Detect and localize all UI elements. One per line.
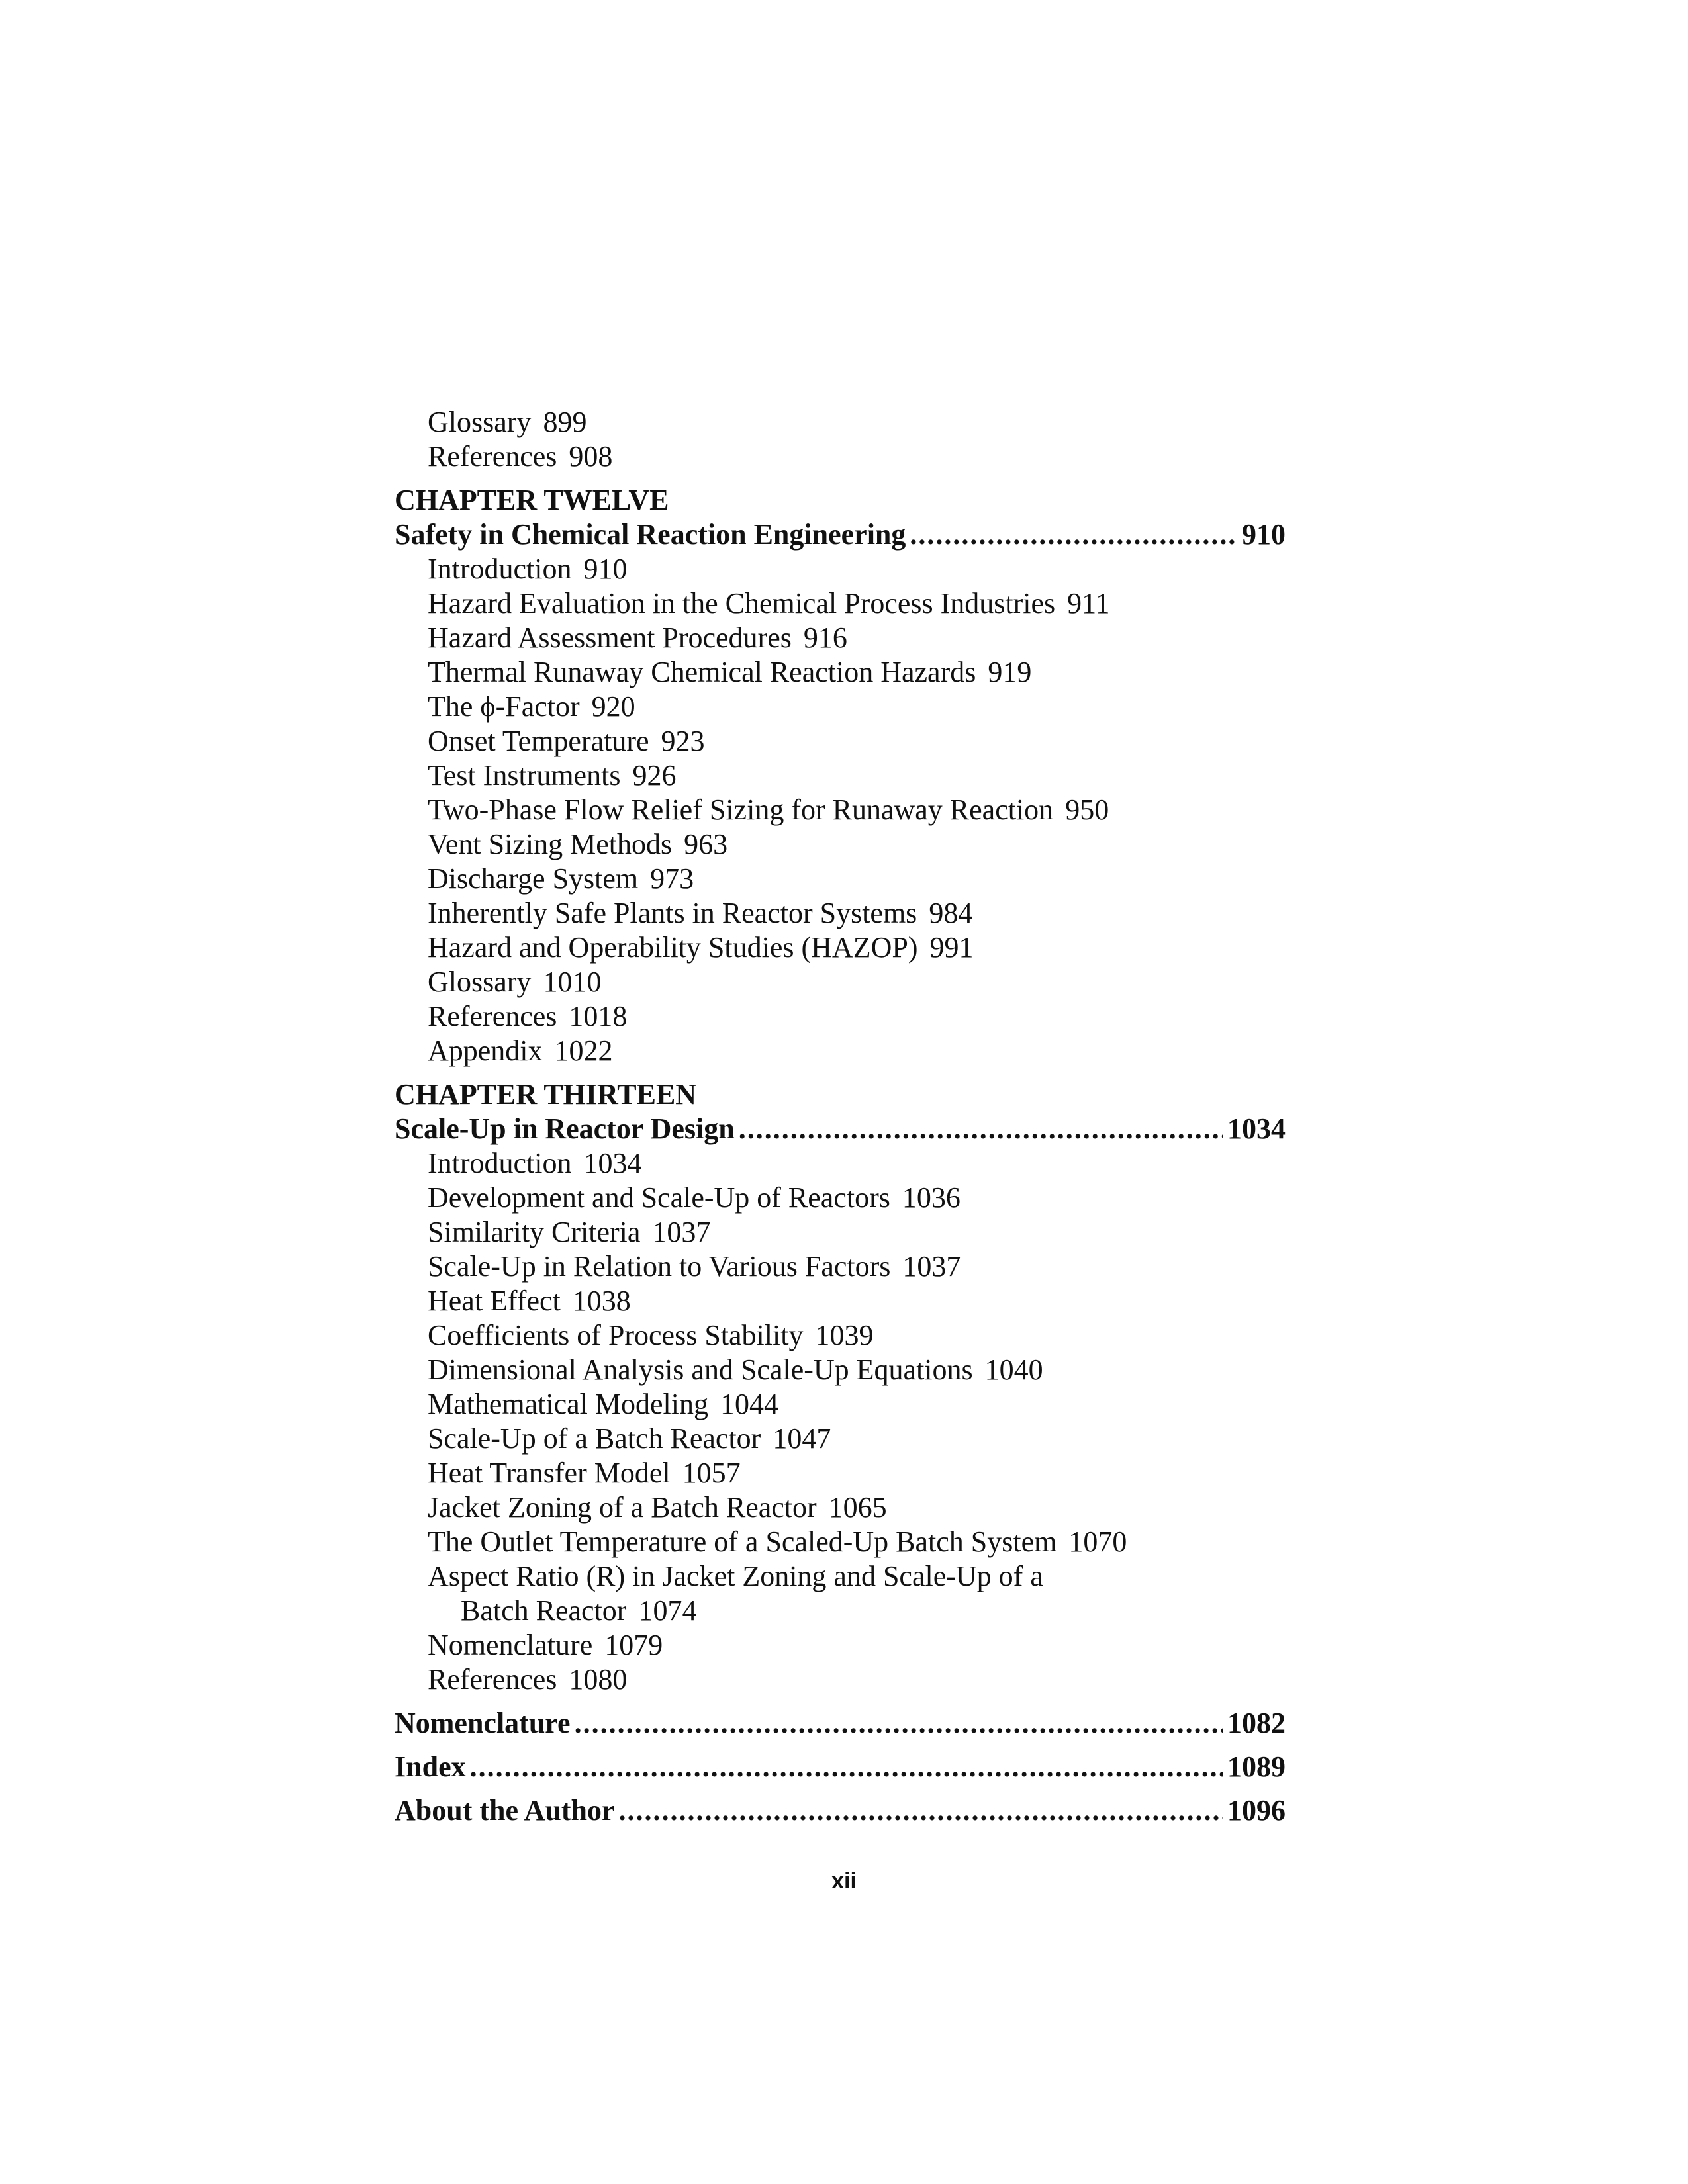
entry-title: Coefficients of Process Stability xyxy=(428,1319,804,1351)
entry-title: Heat Effect xyxy=(428,1285,561,1317)
entry-title: Scale-Up in Relation to Various Factors xyxy=(428,1250,891,1283)
entry-title: Heat Transfer Model xyxy=(428,1457,671,1489)
toc-entry[interactable] xyxy=(395,724,1286,758)
entry-title: Scale-Up of a Batch Reactor xyxy=(428,1422,761,1455)
entry-title: Appendix xyxy=(428,1034,543,1067)
back-matter-about-author[interactable] xyxy=(395,1794,1286,1828)
entry-page: 1010 xyxy=(543,966,602,998)
entry-title: Thermal Runaway Chemical Reaction Hazards xyxy=(428,656,976,688)
entry-title: Glossary xyxy=(428,406,532,438)
entry-page: 1074 xyxy=(638,1594,697,1627)
back-matter-title: Nomenclature xyxy=(395,1707,571,1739)
chapter-13-page: 1034 xyxy=(1227,1113,1286,1145)
toc-entry-references-prev[interactable] xyxy=(395,439,1286,474)
entry-page: 1039 xyxy=(815,1319,874,1351)
entry-page: 899 xyxy=(543,406,587,438)
entry-page: 1065 xyxy=(828,1491,887,1524)
back-matter-page: 1082 xyxy=(1227,1707,1286,1739)
toc-entry[interactable] xyxy=(395,1353,1286,1387)
entry-page: 1080 xyxy=(569,1663,628,1696)
toc-entry-aspect-ratio-line2[interactable] xyxy=(395,1594,1286,1628)
dot-leader xyxy=(470,1750,1223,1784)
back-matter-index[interactable] xyxy=(395,1750,1286,1784)
toc-entry[interactable] xyxy=(395,621,1286,655)
entry-page: 926 xyxy=(632,759,677,792)
toc-entry[interactable] xyxy=(395,793,1286,827)
entry-page: 1037 xyxy=(902,1250,961,1283)
entry-title: Introduction xyxy=(428,1147,572,1179)
entry-page: 1057 xyxy=(682,1457,741,1489)
toc-entry[interactable] xyxy=(395,896,1286,931)
entry-page: 1037 xyxy=(652,1216,711,1248)
entry-title: Nomenclature xyxy=(428,1629,593,1661)
toc-entry[interactable] xyxy=(395,1525,1286,1559)
entry-page: 991 xyxy=(929,931,974,964)
toc-entry[interactable] xyxy=(395,690,1286,724)
back-matter-page: 1089 xyxy=(1227,1751,1286,1783)
toc-entry[interactable] xyxy=(395,1628,1286,1662)
back-matter-title: About the Author xyxy=(395,1794,615,1827)
entry-page: 950 xyxy=(1065,794,1109,826)
entry-title: Glossary xyxy=(428,966,532,998)
toc-entry[interactable] xyxy=(395,1456,1286,1490)
entry-title: Hazard Evaluation in the Chemical Process Industries xyxy=(428,587,1056,619)
chapter-12-page: 910 xyxy=(1242,518,1286,551)
table-of-contents xyxy=(395,405,1286,1828)
entry-page: 1070 xyxy=(1068,1525,1127,1558)
entry-title-continued: Batch Reactor xyxy=(461,1594,627,1627)
toc-entry[interactable] xyxy=(395,1662,1286,1697)
toc-entry[interactable] xyxy=(395,1181,1286,1215)
entry-title: Inherently Safe Plants in Reactor Systems xyxy=(428,897,917,929)
toc-entry[interactable] xyxy=(395,827,1286,862)
entry-title: The Outlet Temperature of a Scaled-Up Batch System xyxy=(428,1525,1057,1558)
entry-page: 1047 xyxy=(773,1422,831,1455)
entry-page: 923 xyxy=(661,725,705,757)
entry-title: Test Instruments xyxy=(428,759,621,792)
entry-page: 908 xyxy=(569,440,613,473)
entry-page: 911 xyxy=(1067,587,1110,619)
entry-title: Hazard Assessment Procedures xyxy=(428,621,792,654)
entry-page: 920 xyxy=(591,690,635,723)
page-folio: xii xyxy=(831,1868,857,1893)
entry-page: 919 xyxy=(988,656,1032,688)
entry-page: 973 xyxy=(650,862,694,895)
dot-leader xyxy=(910,518,1238,552)
toc-entry[interactable] xyxy=(395,655,1286,690)
entry-title: Dimensional Analysis and Scale-Up Equations xyxy=(428,1353,973,1386)
toc-entry-glossary-prev[interactable] xyxy=(395,405,1286,439)
toc-entry[interactable] xyxy=(395,1490,1286,1525)
toc-entry-aspect-ratio-line1[interactable] xyxy=(395,1559,1286,1594)
entry-title: References xyxy=(428,1000,557,1032)
entry-title: The ϕ-Factor xyxy=(428,690,580,723)
entry-page: 1040 xyxy=(984,1353,1043,1386)
entry-title: References xyxy=(428,440,557,473)
back-matter-nomenclature[interactable] xyxy=(395,1706,1286,1741)
entry-title: Discharge System xyxy=(428,862,639,895)
entry-page: 1018 xyxy=(569,1000,628,1032)
entry-title: Mathematical Modeling xyxy=(428,1388,708,1420)
entry-title: Similarity Criteria xyxy=(428,1216,641,1248)
toc-entry[interactable] xyxy=(395,1034,1286,1068)
toc-entry[interactable] xyxy=(395,1250,1286,1284)
entry-title: Two-Phase Flow Relief Sizing for Runaway Reaction xyxy=(428,794,1054,826)
entry-title: Introduction xyxy=(428,553,572,585)
dot-leader xyxy=(619,1794,1224,1828)
entry-title: Vent Sizing Methods xyxy=(428,828,673,860)
entry-page: 1034 xyxy=(583,1147,642,1179)
entry-page: 1038 xyxy=(572,1285,631,1317)
chapter-13-label: CHAPTER THIRTEEN xyxy=(395,1078,697,1111)
entry-page: 1022 xyxy=(554,1034,613,1067)
toc-entry[interactable] xyxy=(395,965,1286,999)
entry-title: Aspect Ratio (R) in Jacket Zoning and Scale-Up of a xyxy=(428,1560,1043,1592)
toc-entry[interactable] xyxy=(395,758,1286,793)
entry-page: 963 xyxy=(684,828,728,860)
toc-entry[interactable] xyxy=(395,586,1286,621)
toc-entry[interactable] xyxy=(395,552,1286,586)
entry-title: Onset Temperature xyxy=(428,725,649,757)
toc-entry[interactable] xyxy=(395,1387,1286,1422)
entry-page: 916 xyxy=(803,621,847,654)
chapter-12-label: CHAPTER TWELVE xyxy=(395,484,669,516)
chapter-12-heading[interactable] xyxy=(395,518,1286,552)
toc-entry[interactable] xyxy=(395,862,1286,896)
back-matter-page: 1096 xyxy=(1227,1794,1286,1827)
dot-leader xyxy=(575,1706,1223,1741)
toc-entry[interactable] xyxy=(395,1146,1286,1181)
toc-entry[interactable] xyxy=(395,1284,1286,1318)
entry-page: 1044 xyxy=(720,1388,778,1420)
entry-title: References xyxy=(428,1663,557,1696)
back-matter-title: Index xyxy=(395,1751,466,1783)
entry-title: Jacket Zoning of a Batch Reactor xyxy=(428,1491,817,1524)
entry-page: 984 xyxy=(929,897,973,929)
entry-page: 910 xyxy=(583,553,628,585)
chapter-13-title: Scale-Up in Reactor Design xyxy=(395,1113,735,1145)
toc-entry[interactable] xyxy=(395,999,1286,1034)
entry-title: Development and Scale-Up of Reactors xyxy=(428,1181,890,1214)
toc-entry[interactable] xyxy=(395,1422,1286,1456)
chapter-13-heading[interactable] xyxy=(395,1112,1286,1146)
entry-page: 1079 xyxy=(604,1629,663,1661)
toc-entry[interactable] xyxy=(395,931,1286,965)
dot-leader xyxy=(739,1112,1223,1146)
entry-page: 1036 xyxy=(902,1181,961,1214)
chapter-12-title: Safety in Chemical Reaction Engineering xyxy=(395,518,906,551)
entry-title: Hazard and Operability Studies (HAZOP) xyxy=(428,931,918,964)
toc-entry[interactable] xyxy=(395,1215,1286,1250)
toc-entry[interactable] xyxy=(395,1318,1286,1353)
